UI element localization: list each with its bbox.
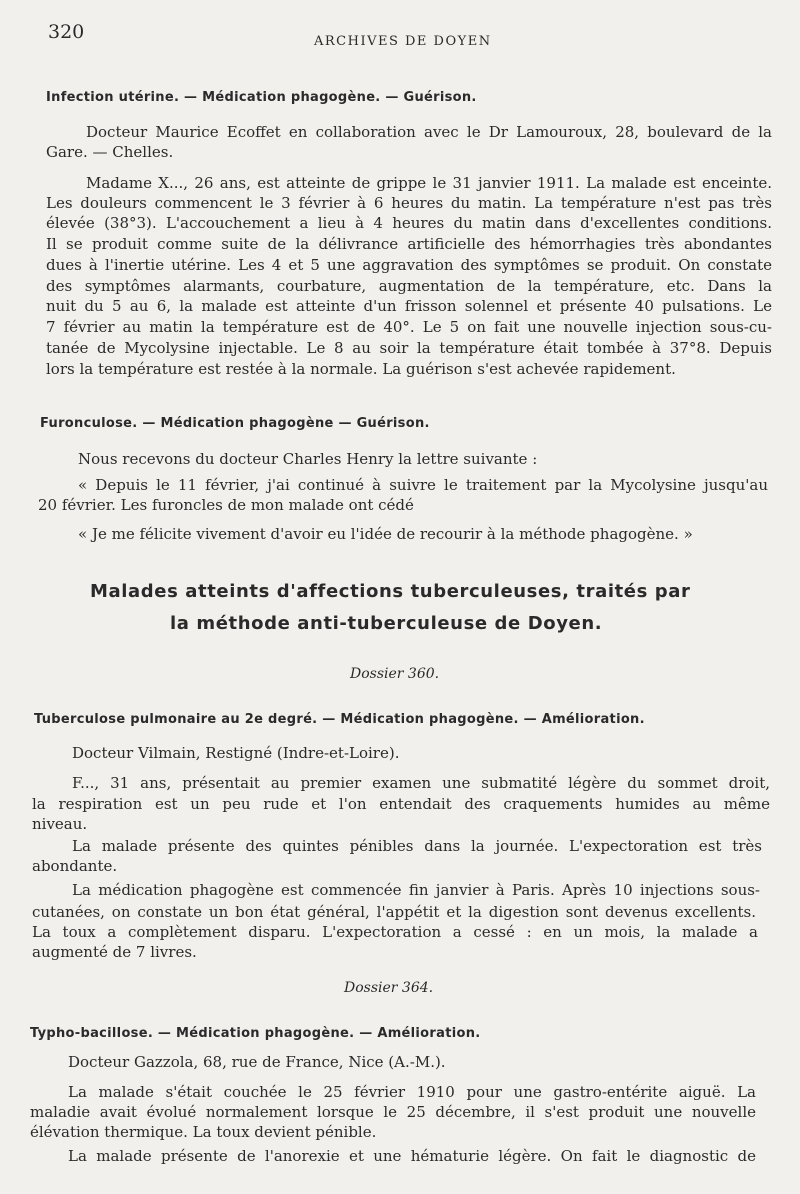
section-heading-furonculose: Furonculose. — Médication phagogène — Guérison. [40, 416, 430, 431]
paragraph-line: 7 février au matin la température est de 40°. Le 5 on fait une nouvelle injection sous-cu- [46, 318, 772, 336]
dossier-label: Dossier 360. [350, 666, 440, 682]
section-heading-typho-bacillose: Typho-bacillose. — Médication phagogène. — Amélioration. [30, 1026, 481, 1041]
page-number: 320 [48, 21, 85, 43]
running-title: ARCHIVES DE DOYEN [314, 34, 492, 49]
paragraph-line: 20 février. Les furoncles de mon malade ont cédé [38, 496, 414, 514]
paragraph-line: La toux a complètement disparu. L'expectoration a cessé : en un mois, la malade a [32, 923, 758, 941]
dossier-label: Dossier 364. [344, 980, 434, 996]
paragraph-line: La malade présente des quintes pénibles dans la journée. L'expectoration est très [72, 837, 762, 855]
main-title-line-1: Malades atteints d'affections tuberculeuses, traités par [90, 581, 691, 602]
paragraph-line: Les douleurs commencent le 3 février à 6 heures du matin. La température n'est pas très [46, 194, 772, 212]
paragraph-line: augmenté de 7 livres. [32, 943, 197, 961]
paragraph-line: nuit du 5 au 6, la malade est atteinte d'un frisson solennel et présente 40 pulsations. Le [46, 297, 772, 315]
paragraph-line: élévation thermique. La toux devient pénible. [30, 1123, 377, 1141]
paragraph-line: abondante. [32, 857, 118, 875]
paragraph-line: La médication phagogène est commencée fin janvier à Paris. Après 10 injections sous- [72, 881, 760, 899]
paragraph-line: Gare. — Chelles. [46, 143, 174, 161]
paragraph-line: Il se produit comme suite de la délivrance artificielle des hémorrhagies très abondantes [46, 235, 772, 253]
paragraph-line: La malade s'était couchée le 25 février 1910 pour une gastro-entérite aiguë. La [68, 1083, 756, 1101]
paragraph-line: « Je me félicite vivement d'avoir eu l'idée de recourir à la méthode phagogène. » [78, 525, 693, 543]
section-heading-tuberculose: Tuberculose pulmonaire au 2e degré. — Médication phagogène. — Amélioration. [34, 712, 645, 727]
paragraph-line: Docteur Maurice Ecoffet en collaboration avec le Dr Lamouroux, 28, boulevard de la [86, 123, 772, 141]
paragraph-line: la respiration est un peu rude et l'on entendait des craquements humides au même [32, 795, 770, 813]
paragraph-line: élevée (38°3). L'accouchement a lieu à 4 heures du matin dans d'excellentes conditions. [46, 214, 772, 232]
paragraph-line: La malade présente de l'anorexie et une hématurie légère. On fait le diagnostic de [68, 1147, 756, 1165]
paragraph-line: maladie avait évolué normalement lorsque le 25 décembre, il s'est produit une nouvelle [30, 1103, 756, 1121]
paragraph-line: F..., 31 ans, présentait au premier examen une submatité légère du sommet droit, [72, 774, 770, 792]
paragraph-line: niveau. [32, 815, 88, 833]
paragraph-line: Madame X..., 26 ans, est atteinte de grippe le 31 janvier 1911. La malade est enceinte. [86, 174, 772, 192]
paragraph-line: Nous recevons du docteur Charles Henry la lettre suivante : [78, 450, 538, 468]
paragraph-line: « Depuis le 11 février, j'ai continué à suivre le traitement par la Mycolysine jusqu'au [78, 476, 768, 494]
paragraph-line: Docteur Vilmain, Restigné (Indre-et-Loire). [72, 744, 400, 762]
paragraph-line: lors la température est restée à la normale. La guérison s'est achevée rapidement. [46, 360, 676, 378]
paragraph-line: cutanées, on constate un bon état général, l'appétit et la digestion sont devenus excellents. [32, 903, 756, 921]
paragraph-line: Docteur Gazzola, 68, rue de France, Nice (A.-M.). [68, 1053, 446, 1071]
paragraph-line: des symptômes alarmants, courbature, augmentation de la température, etc. Dans la [46, 277, 772, 295]
paragraph-line: tanée de Mycolysine injectable. Le 8 au soir la température était tombée à 37°8. Depuis [46, 339, 772, 357]
main-title-line-2: la méthode anti-tuberculeuse de Doyen. [170, 613, 603, 634]
section-heading-infection: Infection utérine. — Médication phagogène. — Guérison. [46, 90, 477, 105]
paragraph-line: dues à l'inertie utérine. Les 4 et 5 une aggravation des symptômes se produit. On constate [46, 256, 772, 274]
